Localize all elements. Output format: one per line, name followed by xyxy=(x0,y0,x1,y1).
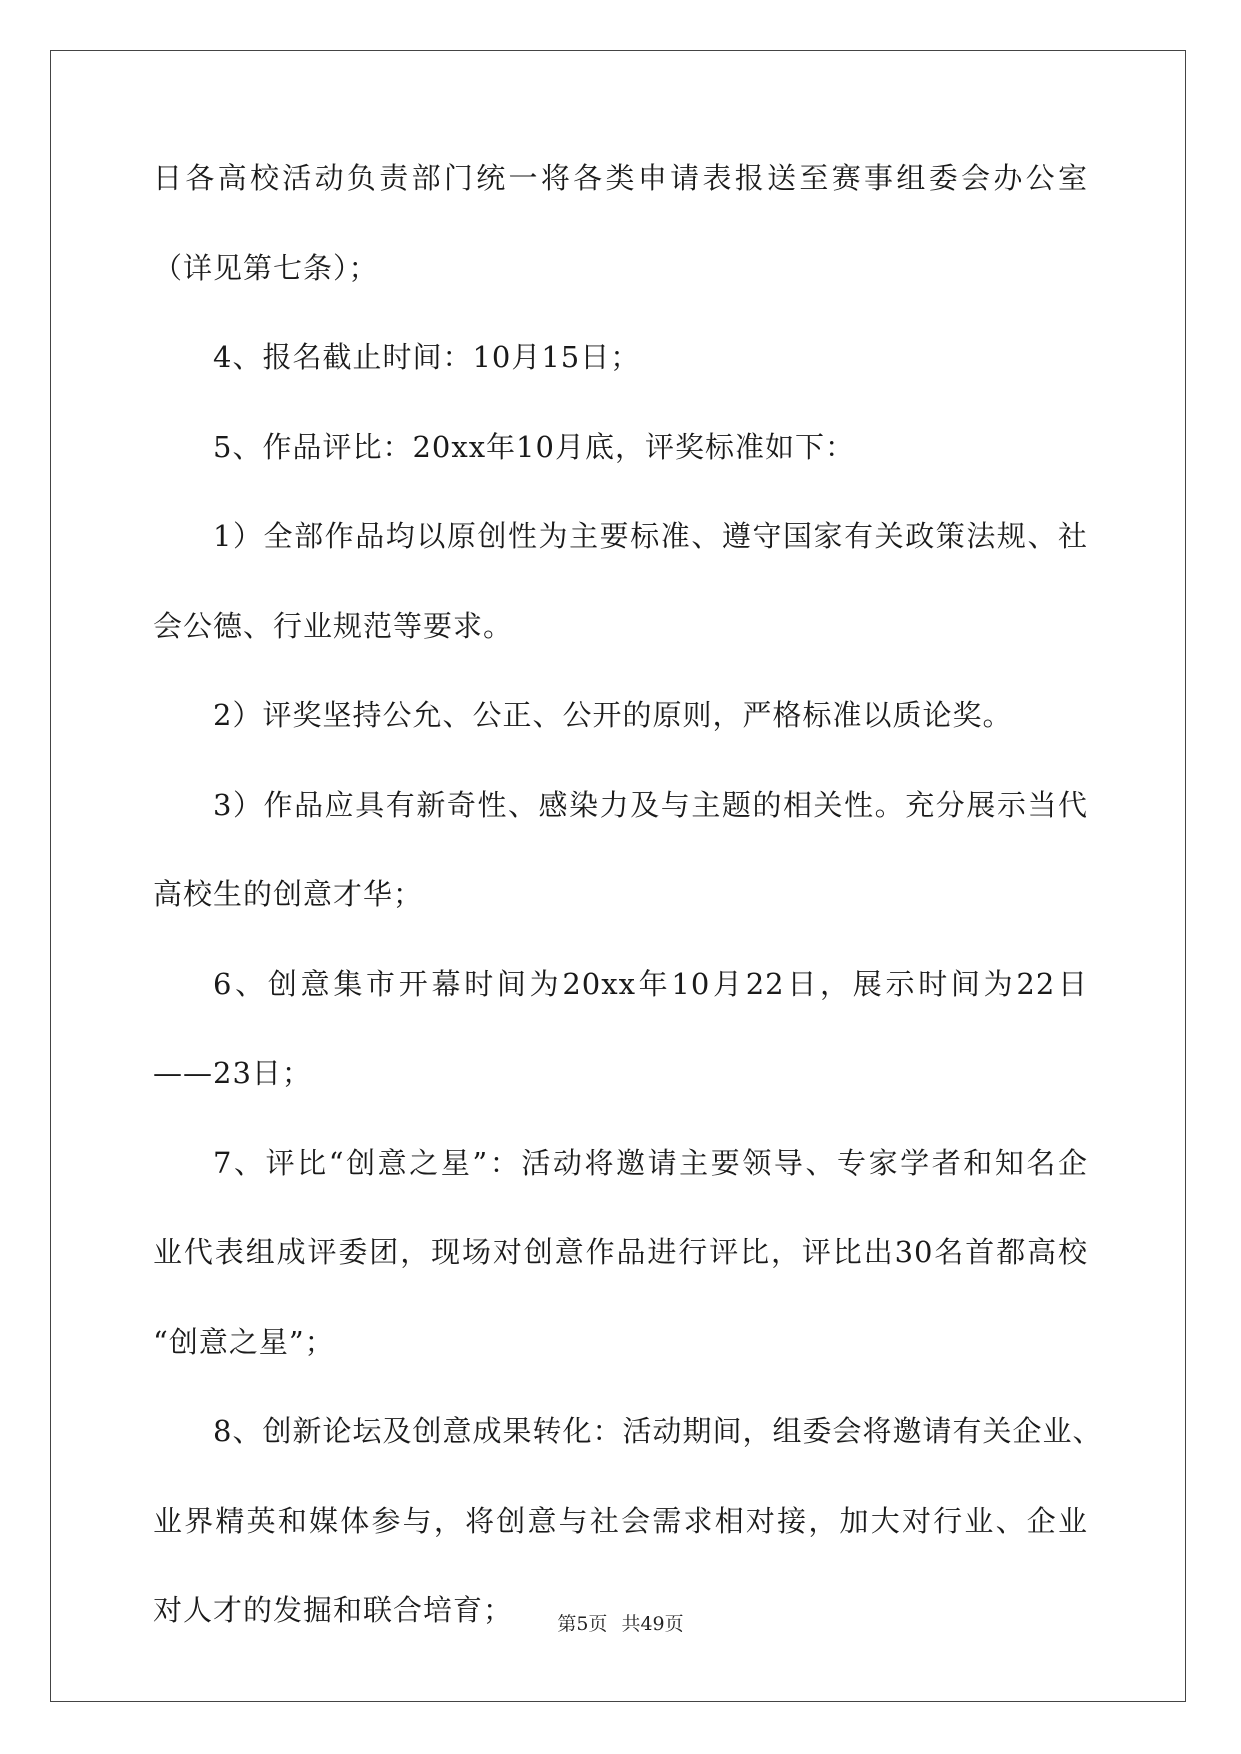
document-body xyxy=(153,158,1103,1680)
text-line: 3）作品应具有新奇性、感染力及与主题的相关性。充分展示当代 xyxy=(213,787,1088,822)
text-line: （详见第七条）； xyxy=(153,250,379,285)
text-line: 7、评比“创意之星”：活动将邀请主要领导、专家学者和知名企 xyxy=(213,1145,1088,1180)
text-line: 5、作品评比：20xx年10月底，评奖标准如下： xyxy=(213,429,855,464)
text-line: ——23日； xyxy=(153,1056,312,1090)
text-line: 业代表组成评委团，现场对创意作品进行评比，评比出30名首都高校 xyxy=(153,1235,1088,1269)
text-line: 2）评奖坚持公允、公正、公开的原则，严格标准以质论奖。 xyxy=(213,698,1013,732)
text-line: 8、创新论坛及创意成果转化：活动期间，组委会将邀请有关企业、 xyxy=(213,1414,1103,1448)
page-footer xyxy=(0,1612,1241,1636)
text-line: 6、创意集市开幕时间为20xx年10月22日，展示时间为22日 xyxy=(213,966,1088,1001)
text-line: 会公德、行业规范等要求。 xyxy=(153,608,514,643)
page-number: 第5页 xyxy=(557,1613,608,1635)
page-total: 共49页 xyxy=(621,1613,684,1635)
text-line: “创意之星”； xyxy=(153,1324,335,1359)
text-line: 业界精英和媒体参与，将创意与社会需求相对接，加大对行业、企业 xyxy=(153,1503,1088,1538)
text-line: 4、报名截止时间：10月15日； xyxy=(213,340,641,374)
text-line: 对人才的发掘和联合培育； xyxy=(153,1593,514,1627)
text-line: 日各高校活动负责部门统一将各类申请表报送至赛事组委会办公室 xyxy=(153,161,1088,195)
text-line: 1）全部作品均以原创性为主要标准、遵守国家有关政策法规、社 xyxy=(213,519,1088,553)
text-line: 高校生的创意才华； xyxy=(153,877,424,911)
